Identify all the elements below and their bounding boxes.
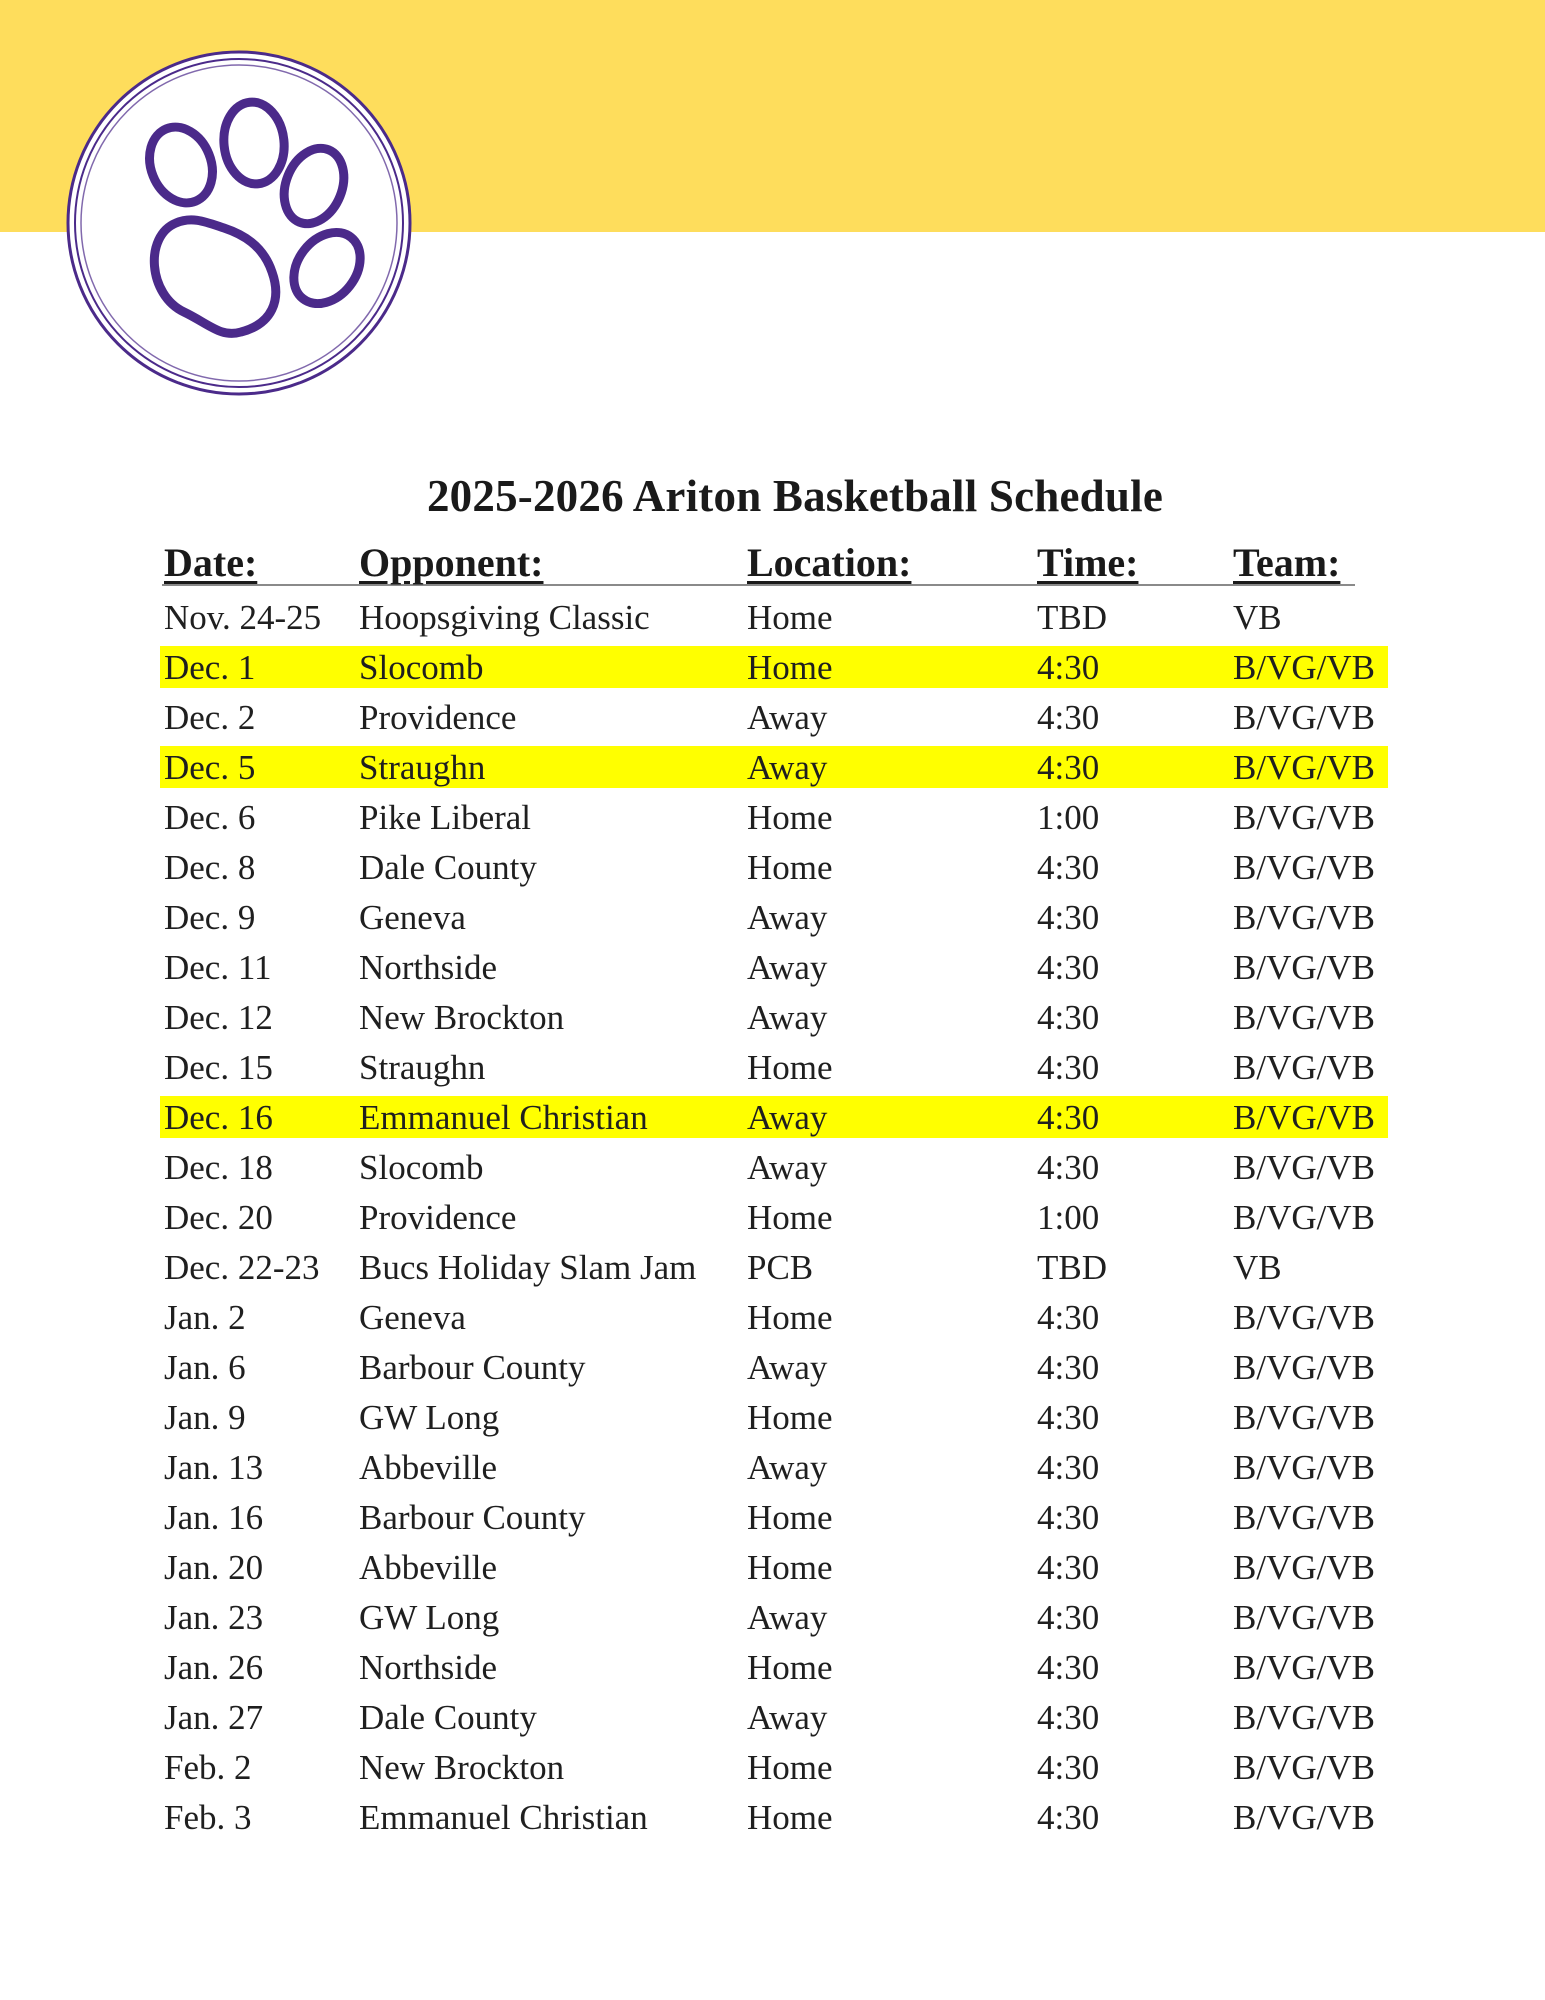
location-cell: Home: [747, 648, 833, 687]
table-row: [152, 689, 1392, 739]
date-cell: Jan. 16: [164, 1498, 264, 1537]
location-cell: Home: [747, 848, 833, 887]
table-row: [152, 989, 1392, 1039]
location-cell: Home: [747, 598, 833, 637]
table-row: [152, 1489, 1392, 1539]
date-cell: Jan. 13: [164, 1448, 264, 1487]
location-cell: PCB: [747, 1248, 814, 1287]
location-cell: Away: [747, 748, 828, 787]
location-cell: Home: [747, 1048, 833, 1087]
date-cell: Dec. 9: [164, 898, 256, 937]
team-cell: B/VG/VB: [1233, 1198, 1375, 1237]
time-cell: 1:00: [1037, 1198, 1100, 1237]
time-cell: 4:30: [1037, 698, 1100, 737]
header-row: [152, 537, 1392, 589]
opponent-cell: New Brockton: [359, 1748, 565, 1787]
team-cell: B/VG/VB: [1233, 1148, 1375, 1187]
team-cell: B/VG/VB: [1233, 748, 1375, 787]
table-row: [152, 1739, 1392, 1789]
time-cell: 4:30: [1037, 848, 1100, 887]
opponent-cell: Geneva: [359, 898, 466, 937]
opponent-cell: Slocomb: [359, 1148, 484, 1187]
team-cell: B/VG/VB: [1233, 1348, 1375, 1387]
date-cell: Dec. 18: [164, 1148, 273, 1187]
location-cell: Away: [747, 1698, 828, 1737]
date-cell: Dec. 5: [164, 748, 256, 787]
team-cell: B/VG/VB: [1233, 648, 1375, 687]
date-cell: Jan. 2: [164, 1298, 246, 1337]
team-cell: B/VG/VB: [1233, 1298, 1375, 1337]
team-cell: B/VG/VB: [1233, 1498, 1375, 1537]
location-cell: Away: [747, 898, 828, 937]
table-row: [152, 1139, 1392, 1189]
location-cell: Home: [747, 1648, 833, 1687]
date-cell: Dec. 20: [164, 1198, 273, 1237]
date-cell: Dec. 11: [164, 948, 272, 987]
team-cell: B/VG/VB: [1233, 848, 1375, 887]
date-cell: Feb. 2: [164, 1748, 252, 1787]
time-header: Time:: [1037, 540, 1139, 585]
time-cell: 4:30: [1037, 1648, 1100, 1687]
opponent-cell: Bucs Holiday Slam Jam: [359, 1248, 697, 1287]
schedule-table: [152, 537, 1392, 1839]
table-row: [152, 639, 1392, 689]
team-cell: B/VG/VB: [1233, 1398, 1375, 1437]
team-cell: B/VG/VB: [1233, 948, 1375, 987]
date-cell: Dec. 12: [164, 998, 273, 1037]
location-header: Location:: [747, 540, 912, 585]
date-cell: Nov. 24-25: [164, 598, 322, 637]
time-cell: 4:30: [1037, 948, 1100, 987]
time-cell: 4:30: [1037, 1048, 1100, 1087]
date-cell: Dec. 8: [164, 848, 256, 887]
location-cell: Away: [747, 948, 828, 987]
opponent-cell: GW Long: [359, 1398, 500, 1437]
time-cell: TBD: [1037, 1248, 1107, 1287]
time-cell: 4:30: [1037, 648, 1100, 687]
table-row: [152, 1439, 1392, 1489]
table-row: [152, 789, 1392, 839]
date-cell: Dec. 1: [164, 648, 256, 687]
date-cell: Dec. 6: [164, 798, 256, 837]
table-row: [152, 589, 1392, 639]
location-cell: Home: [747, 1498, 833, 1537]
table-row: [152, 1089, 1392, 1139]
opponent-cell: Providence: [359, 1198, 517, 1237]
logo: [66, 50, 412, 396]
date-cell: Jan. 20: [164, 1548, 264, 1587]
date-cell: Jan. 27: [164, 1698, 264, 1737]
location-cell: Home: [747, 1198, 833, 1237]
time-cell: 4:30: [1037, 1148, 1100, 1187]
time-cell: 1:00: [1037, 798, 1100, 837]
opponent-cell: Geneva: [359, 1298, 466, 1337]
opponent-cell: GW Long: [359, 1598, 500, 1637]
location-cell: Away: [747, 1148, 828, 1187]
opponent-cell: Slocomb: [359, 648, 484, 687]
team-header: Team:: [1233, 540, 1341, 585]
location-cell: Away: [747, 1098, 828, 1137]
opponent-cell: New Brockton: [359, 998, 565, 1037]
table-row: [152, 1639, 1392, 1689]
location-cell: Home: [747, 1548, 833, 1587]
opponent-cell: Straughn: [359, 1048, 486, 1087]
date-cell: Dec. 15: [164, 1048, 273, 1087]
opponent-cell: Dale County: [359, 848, 537, 887]
time-cell: 4:30: [1037, 1798, 1100, 1837]
schedule-rows: [152, 589, 1392, 1839]
location-cell: Away: [747, 1348, 828, 1387]
team-cell: B/VG/VB: [1233, 898, 1375, 937]
table-row: [152, 1789, 1392, 1839]
time-cell: 4:30: [1037, 1398, 1100, 1437]
table-row: [152, 1239, 1392, 1289]
location-cell: Away: [747, 698, 828, 737]
date-cell: Dec. 2: [164, 698, 256, 737]
time-cell: 4:30: [1037, 1748, 1100, 1787]
table-row: [152, 1339, 1392, 1389]
table-row: [152, 1589, 1392, 1639]
team-cell: B/VG/VB: [1233, 1098, 1375, 1137]
team-cell: B/VG/VB: [1233, 698, 1375, 737]
time-cell: 4:30: [1037, 1348, 1100, 1387]
opponent-cell: Northside: [359, 948, 498, 987]
team-cell: B/VG/VB: [1233, 798, 1375, 837]
table-row: [152, 739, 1392, 789]
table-row: [152, 1189, 1392, 1239]
team-cell: B/VG/VB: [1233, 1798, 1375, 1837]
time-cell: 4:30: [1037, 1448, 1100, 1487]
time-cell: TBD: [1037, 598, 1107, 637]
date-cell: Feb. 3: [164, 1798, 252, 1837]
location-cell: Home: [747, 1798, 833, 1837]
paw-print-icon: [66, 50, 412, 396]
team-cell: VB: [1233, 1248, 1282, 1287]
team-cell: B/VG/VB: [1233, 1698, 1375, 1737]
opponent-cell: Northside: [359, 1648, 498, 1687]
table-row: [152, 939, 1392, 989]
opponent-cell: Emmanuel Christian: [359, 1798, 648, 1837]
team-cell: B/VG/VB: [1233, 1448, 1375, 1487]
team-cell: VB: [1233, 598, 1282, 637]
time-cell: 4:30: [1037, 1698, 1100, 1737]
table-row: [152, 1689, 1392, 1739]
time-cell: 4:30: [1037, 1548, 1100, 1587]
opponent-cell: Providence: [359, 698, 517, 737]
team-cell: B/VG/VB: [1233, 998, 1375, 1037]
location-cell: Away: [747, 998, 828, 1037]
location-cell: Home: [747, 1748, 833, 1787]
date-header: Date:: [164, 540, 258, 585]
date-cell: Jan. 6: [164, 1348, 246, 1387]
time-cell: 4:30: [1037, 1498, 1100, 1537]
time-cell: 4:30: [1037, 1298, 1100, 1337]
location-cell: Home: [747, 1398, 833, 1437]
table-row: [152, 839, 1392, 889]
opponent-cell: Barbour County: [359, 1498, 586, 1537]
opponent-cell: Barbour County: [359, 1348, 586, 1387]
opponent-cell: Pike Liberal: [359, 798, 532, 837]
team-cell: B/VG/VB: [1233, 1048, 1375, 1087]
table-row: [152, 1539, 1392, 1589]
location-cell: Home: [747, 798, 833, 837]
date-cell: Jan. 26: [164, 1648, 264, 1687]
location-cell: Home: [747, 1298, 833, 1337]
team-cell: B/VG/VB: [1233, 1548, 1375, 1587]
opponent-cell: Straughn: [359, 748, 486, 787]
time-cell: 4:30: [1037, 748, 1100, 787]
opponent-cell: Emmanuel Christian: [359, 1098, 648, 1137]
table-row: [152, 889, 1392, 939]
time-cell: 4:30: [1037, 998, 1100, 1037]
date-cell: Jan. 23: [164, 1598, 264, 1637]
team-cell: B/VG/VB: [1233, 1748, 1375, 1787]
table-row: [152, 1289, 1392, 1339]
table-row: [152, 1389, 1392, 1439]
time-cell: 4:30: [1037, 1598, 1100, 1637]
opponent-cell: Dale County: [359, 1698, 537, 1737]
date-cell: Dec. 16: [164, 1098, 273, 1137]
opponent-cell: Hoopsgiving Classic: [359, 598, 650, 637]
team-cell: B/VG/VB: [1233, 1648, 1375, 1687]
location-cell: Away: [747, 1598, 828, 1637]
opponent-header: Opponent:: [359, 540, 544, 585]
table-row: [152, 1039, 1392, 1089]
opponent-cell: Abbeville: [359, 1548, 498, 1587]
time-cell: 4:30: [1037, 1098, 1100, 1137]
opponent-cell: Abbeville: [359, 1448, 498, 1487]
date-cell: Jan. 9: [164, 1398, 246, 1437]
location-cell: Away: [747, 1448, 828, 1487]
time-cell: 4:30: [1037, 898, 1100, 937]
page-title: 2025-2026 Ariton Basketball Schedule: [426, 471, 1163, 521]
date-cell: Dec. 22-23: [164, 1248, 320, 1287]
team-cell: B/VG/VB: [1233, 1598, 1375, 1637]
